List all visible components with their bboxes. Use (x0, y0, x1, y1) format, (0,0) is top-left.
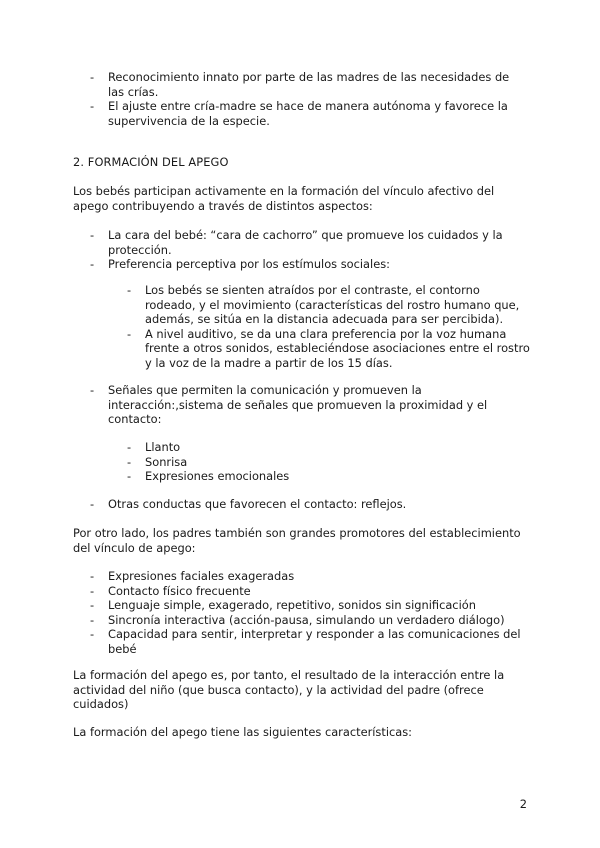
list-item: - Capacidad para sentir, interpretar y responder a las comunicaciones del bebé (108, 627, 528, 656)
list-item-face: - La cara del bebé: “cara de cachorro” que promueve los cuidados y la protección. (108, 228, 528, 257)
parents-list (108, 569, 528, 657)
baby-aspects-list-a (108, 228, 528, 272)
list-item: - Lenguaje simple, exagerado, repetitivo, sonidos sin significación (108, 598, 528, 613)
sublist-item: - Expresiones emocionales (145, 469, 530, 484)
signals-sublist (145, 440, 530, 484)
list-item: - Reconocimiento innato por parte de las madres de las necesidades de las crías. (108, 70, 528, 99)
paragraph-result: La formación del apego es, por tanto, el resultado de la interacción entre la actividad del niño (que busca contacto), y la actividad del padre (ofrece cuidados) (73, 668, 505, 712)
paragraph-participation: Los bebés participan activamente en la formación del vínculo afectivo del apego contribuyendo a través de distintos aspectos: (73, 184, 495, 213)
page-number: 2 (519, 797, 527, 811)
baby-aspects-list-b (108, 383, 528, 427)
section-heading: 2. FORMACIÓN DEL APEGO (73, 155, 229, 169)
list-item: - Contacto físico frecuente (108, 584, 528, 599)
list-item: - El ajuste entre cría-madre se hace de manera autónoma y favorece la supervivencia de la especie. (108, 99, 528, 128)
paragraph-characteristics: La formación del apego tiene las siguientes características: (73, 725, 413, 739)
list-item-perceptual: - Preferencia perceptiva por los estímulos sociales: (108, 257, 528, 272)
list-item-signals: - Señales que permiten la comunicación y promueven la interacción:,sistema de señales que promueven la proximidad y el contacto: (108, 383, 528, 427)
paragraph-parents: Por otro lado, los padres también son grandes promotores del establecimiento del vínculo de apego: (73, 526, 521, 555)
list-item: - Expresiones faciales exageradas (108, 569, 528, 584)
sublist-item: - Sonrisa (145, 455, 530, 470)
list-item-other: - Otras conductas que favorecen el contacto: reflejos. (108, 497, 528, 512)
baby-aspects-list-c (108, 497, 528, 512)
intro-list (108, 70, 528, 128)
sublist-item: - Llanto (145, 440, 530, 455)
list-item: - Sincronía interactiva (acción-pausa, simulando un verdadero diálogo) (108, 613, 528, 628)
sublist-item: - Los bebés se sienten atraídos por el contraste, el contorno rodeado, y el movimiento (características del rostro humano que, además, se sitúa en la distancia adecuada para ser percibida). (145, 283, 530, 327)
sublist-item: - A nivel auditivo, se da una clara preferencia por la voz humana frente a otros sonidos, estableciéndose asociaciones entre el rostro y la voz de la madre a partir de los 15 días. (145, 327, 530, 371)
perceptual-sublist (145, 283, 530, 371)
